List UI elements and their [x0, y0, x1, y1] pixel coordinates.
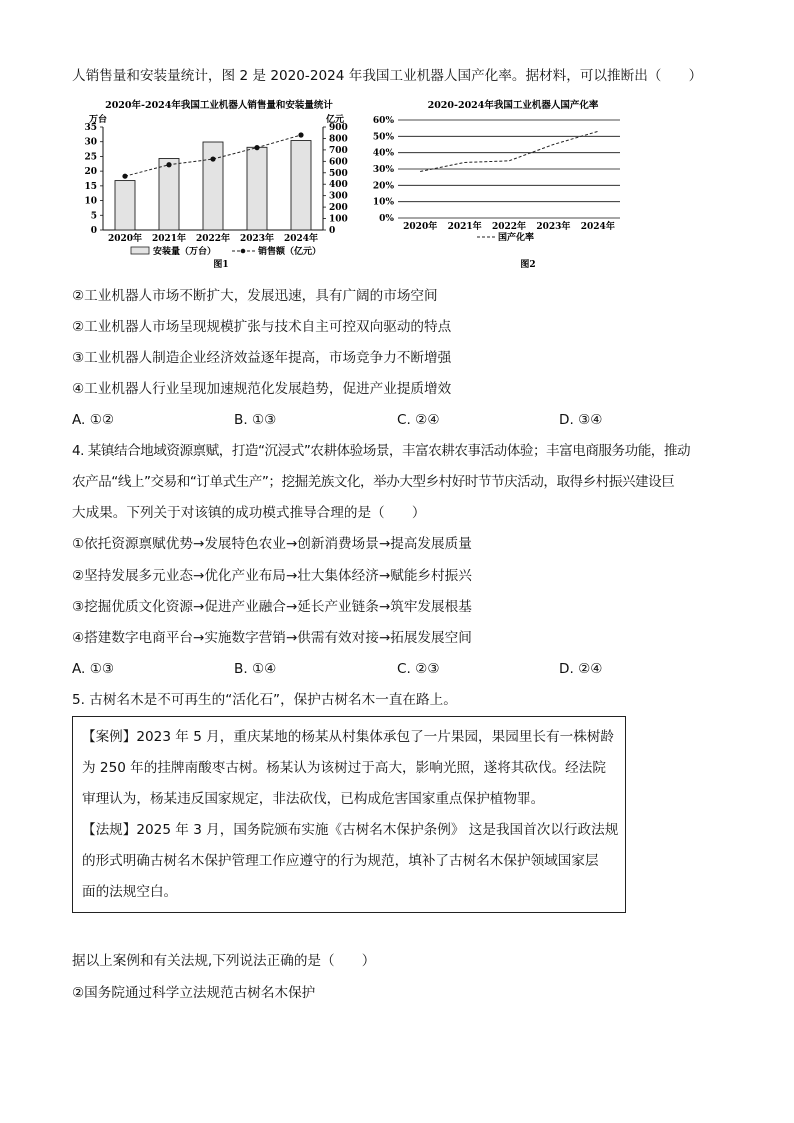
chart-1-right-tick-label: 300 [329, 191, 348, 202]
chart-2-title: 2020-2024年我国工业机器人国产化率 [427, 100, 599, 111]
question-3-intro: 人销售量和安装量统计，图 2 是 2020-2024 年我国工业机器人国产化率。据材料，可以推断出（ ） [72, 68, 703, 84]
q5-question: 据以上案例和有关法规,下列说法正确的是（ ） [72, 953, 376, 969]
q4-option-b[interactable]: B. ①④ [234, 661, 277, 677]
chart-1-right-tick-label: 700 [329, 145, 348, 156]
chart-1-left-tick-label: 10 [84, 196, 97, 207]
chart-1-right-tick-label: 400 [329, 180, 348, 191]
q5-stem: 5. 古树名木是不可再生的“活化石”，保护古树名木一直在路上。 [72, 692, 457, 708]
chart-1-right-tick-label: 600 [329, 157, 348, 168]
legend-bar-label: 安装量（万台） [153, 247, 217, 257]
chart-1-left-tick-label: 30 [84, 137, 97, 148]
chart-1-left-tick-label: 20 [84, 167, 97, 178]
q3-statement-3: ③工业机器人制造企业经济效益逐年提高，市场竞争力不断增强 [72, 350, 452, 366]
q3-option-d[interactable]: D. ③④ [559, 412, 603, 428]
chart-1-left-tick-label: 35 [84, 123, 97, 133]
chart-1-left-tick-label: 0 [90, 226, 97, 236]
chart-1-x-tick-label: 2024年 [283, 234, 319, 244]
case-box-line-1: 【案例】2023 年 5 月，重庆某地的杨某从村集体承包了一片果园，果园里长有一株树龄 [82, 729, 614, 745]
chart-1-sales-point [210, 156, 215, 161]
figure-1-bar-line-chart [75, 97, 365, 269]
chart-1-right-tick-label: 800 [329, 134, 348, 145]
chart-1-bar [291, 141, 311, 230]
chart-1-caption: 图1 [213, 260, 229, 270]
q4-stem-line-2: 农产品“线上”交易和“订单式生产”；挖掘羌族文化，举办大型乡村好时节节庆活动，取得乡村振兴建设巨 [72, 474, 675, 490]
chart-1-x-tick-label: 2021年 [151, 234, 187, 244]
chart-1-right-tick-label: 900 [329, 123, 348, 133]
legend-line-label: 销售额（亿元） [258, 247, 322, 257]
chart-2-y-tick-label: 30% [372, 165, 394, 175]
case-box-line-5: 的形式明确古树名木保护管理工作应遵守的行为规范，填补了古树名木保护领域国家层 [82, 853, 599, 869]
chart-1-right-tick-label: 500 [329, 168, 348, 179]
chart-2-x-tick-label: 2023年 [536, 222, 571, 232]
case-box-line-4: 【法规】2025 年 3 月，国务院颁布实施《古树名木保护条例》 这是我国首次以行政法规 [82, 822, 619, 838]
chart-1-bar [247, 147, 267, 230]
chart-1-bar [203, 142, 223, 230]
q4-option-c[interactable]: C. ②③ [397, 661, 440, 677]
chart-2-y-tick-label: 60% [372, 116, 394, 126]
chart-1-x-tick-label: 2022年 [195, 234, 231, 244]
chart-2-x-tick-label: 2020年 [403, 222, 438, 232]
q4-stem-line-1: 4. 某镇结合地域资源禀赋，打造“沉浸式”农耕体验场景，丰富农耕农事活动体验；丰富电商服务功能，推动 [72, 443, 691, 459]
chart-2-x-tick-label: 2021年 [447, 222, 482, 232]
q4-option-a[interactable]: A. ①③ [72, 661, 115, 677]
q3-statement-2: ②工业机器人市场呈现规模扩张与技术自主可控双向驱动的特点 [72, 319, 452, 335]
chart-1-x-tick-label: 2023年 [239, 234, 275, 244]
q3-option-c[interactable]: C. ②④ [397, 412, 440, 428]
chart-1-bar [115, 181, 135, 230]
q4-stem-line-3: 大成果。下列关于对该镇的成功模式推导合理的是（ ） [72, 505, 426, 521]
legend-line-marker [241, 249, 246, 254]
chart-1-left-unit: 万台 [89, 115, 108, 125]
case-box-line-3: 审理认为，杨某违反国家规定，非法砍伐，已构成危害国家重点保护植物罪。 [82, 791, 545, 807]
chart-1-sales-point [166, 162, 171, 167]
q3-statement-1: ②工业机器人市场不断扩大，发展迅速，具有广阔的市场空间 [72, 288, 438, 304]
chart-1-right-unit: 亿元 [326, 115, 345, 125]
q4-statement-3: ③挖掘优质文化资源→促进产业融合→延长产业链条→筑牢发展根基 [72, 599, 472, 615]
legend-bar-swatch [131, 247, 149, 254]
q3-option-b[interactable]: B. ①③ [234, 412, 277, 428]
q4-statement-1: ①依托资源禀赋优势→发展特色农业→创新消费场景→提高发展质量 [72, 536, 472, 552]
chart-1-legend [131, 245, 321, 257]
q5-statement-1: ②国务院通过科学立法规范古树名木保护 [72, 985, 316, 1001]
chart-2-legend-label: 国产化率 [498, 233, 535, 243]
chart-1-x-tick-label: 2020年 [107, 234, 143, 244]
chart-2-x-tick-label: 2024年 [580, 222, 615, 232]
chart-1-sales-point [298, 132, 303, 137]
chart-1-right-tick-label: 200 [329, 203, 348, 214]
q4-statement-2: ②坚持发展多元业态→优化产业布局→壮大集体经济→赋能乡村振兴 [72, 568, 472, 584]
chart-1-sales-point [122, 174, 127, 179]
chart-1-left-tick-label: 5 [90, 211, 97, 222]
chart-1-title: 2020年-2024年我国工业机器人销售量和安装量统计 [105, 100, 333, 111]
chart-2-y-tick-label: 40% [372, 148, 394, 159]
chart-2-y-tick-label: 20% [372, 181, 394, 192]
q4-option-d[interactable]: D. ②④ [559, 661, 603, 677]
q3-statement-4: ④工业机器人行业呈现加速规范化发展趋势，促进产业提质增效 [72, 381, 452, 397]
chart-1-right-tick-label: 0 [329, 226, 336, 236]
chart-2-y-tick-label: 50% [372, 132, 394, 143]
chart-2-caption: 图2 [520, 260, 536, 270]
chart-2-x-tick-label: 2022年 [491, 222, 527, 232]
figure-2-line-chart [362, 97, 642, 269]
case-box-line-2: 为 250 年的挂牌南酸枣古树。杨某认为该树过于高大，影响光照，遂将其砍伐。经法院 [82, 760, 606, 776]
q4-statement-4: ④搭建数字电商平台→实施数字营销→供需有效对接→拓展发展空间 [72, 630, 472, 646]
chart-2-rate-line [420, 131, 598, 171]
chart-2-y-tick-label: 10% [372, 197, 394, 208]
chart-2-y-tick-label: 0% [379, 214, 394, 224]
chart-1-right-tick-label: 100 [329, 214, 348, 225]
chart-1-left-tick-label: 15 [84, 181, 97, 192]
chart-1-sales-point [254, 145, 259, 150]
case-box-line-6: 面的法规空白。 [82, 884, 178, 900]
q3-option-a[interactable]: A. ①② [72, 412, 115, 428]
chart-1-left-tick-label: 25 [84, 152, 97, 163]
chart-1-bar [159, 158, 179, 230]
